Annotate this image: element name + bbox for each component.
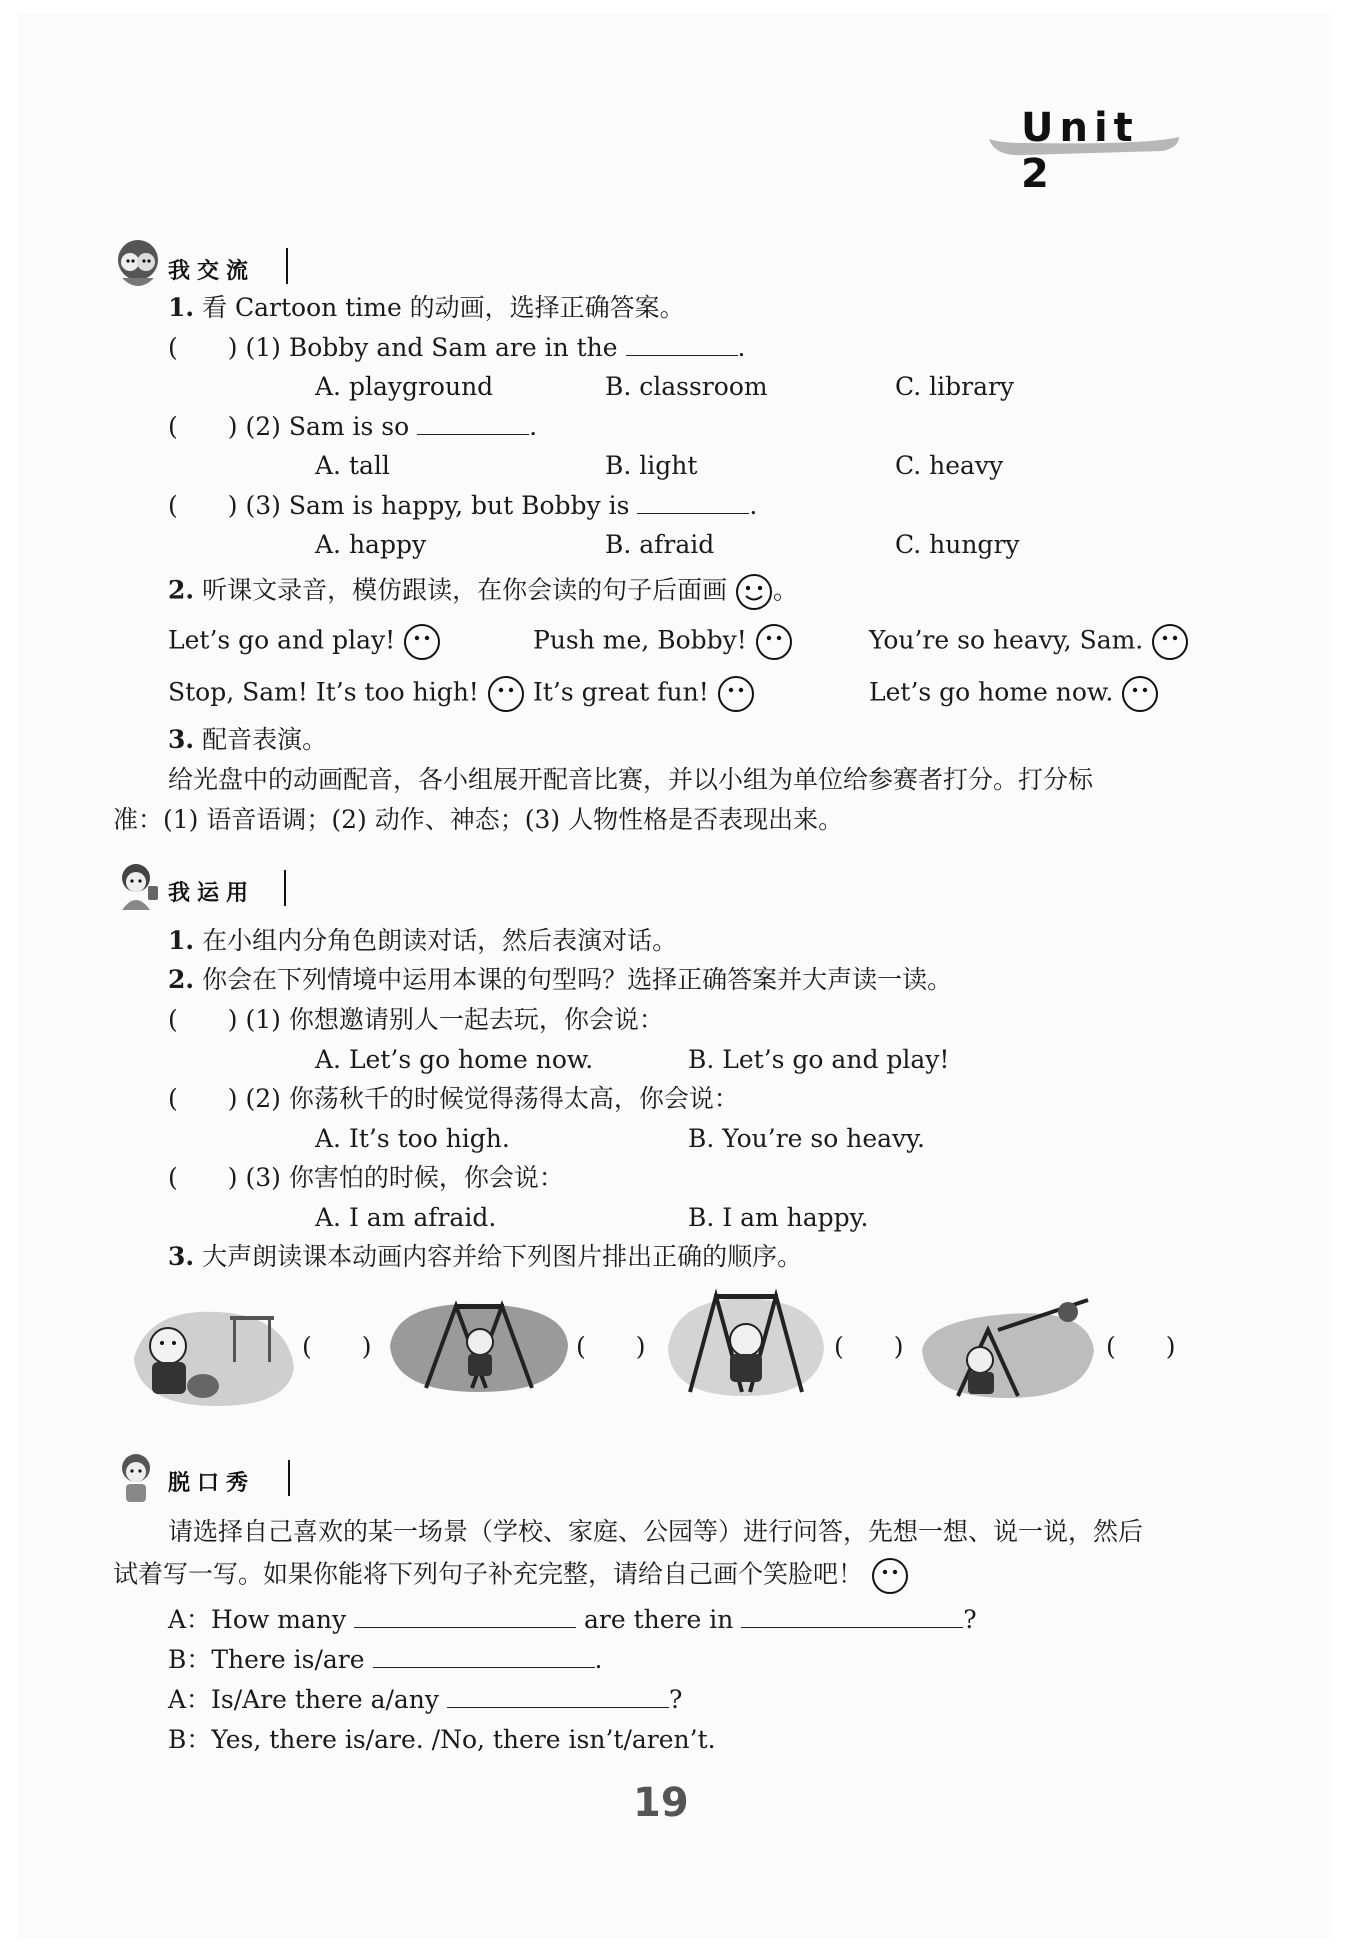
read-sentence-6 — [869, 675, 1159, 713]
sentence-text: Push me, Bobby! — [533, 625, 747, 655]
talk-q1-item-3 — [168, 489, 757, 523]
talk-q1-item-1 — [168, 331, 745, 365]
use-q2 — [168, 963, 952, 997]
answer-blank[interactable] — [373, 1645, 595, 1668]
item-number: (3) — [245, 1163, 281, 1192]
answer-blank[interactable] — [447, 1685, 669, 1708]
answer-paren[interactable]: ( ) — [168, 491, 238, 520]
option-a: A. happy — [315, 530, 427, 559]
question-number: 3. — [168, 1242, 195, 1271]
answer-paren[interactable]: ( ) — [168, 1163, 238, 1192]
section-header-show — [112, 1458, 312, 1510]
talk-q1-title — [168, 291, 685, 325]
item-stem: Sam is happy, but Bobby is — [288, 491, 630, 520]
option-a: A. Let’s go home now. — [315, 1045, 594, 1074]
option-b: B. afraid — [605, 530, 715, 559]
option-b: B. classroom — [605, 372, 768, 401]
sentence-text: Stop, Sam! It’s too high! — [168, 677, 479, 707]
show-line-4: B：Yes, there is/are. /No, there isn’t/aren’t. — [168, 1725, 716, 1754]
cartoon-picture-2 — [386, 1296, 572, 1396]
answer-blank[interactable] — [741, 1605, 963, 1628]
section-title-divider — [286, 248, 288, 284]
option-a: A. It’s too high. — [315, 1124, 510, 1153]
order-paren-2[interactable]: ( ) — [576, 1332, 646, 1361]
use-q2-item-3 — [168, 1161, 564, 1195]
paragraph-text: 试着写一写。如果你能将下列句子补充完整，请给自己画个笑脸吧！ — [113, 1559, 864, 1589]
read-sentence-2 — [533, 623, 793, 661]
talk-q3-paragraph-line-1: 给光盘中的动画配音，各小组展开配音比赛，并以小组为单位给参赛者打分。打分标 — [168, 765, 1094, 794]
dialog-end: ? — [668, 1685, 683, 1714]
answer-blank[interactable] — [354, 1605, 576, 1628]
smiley-face-icon[interactable] — [755, 623, 793, 661]
item-stem: 你害怕的时候，你会说： — [288, 1163, 564, 1192]
read-sentence-3 — [869, 623, 1189, 661]
question-text: 配音表演。 — [202, 725, 328, 754]
cartoon-picture-4 — [918, 1290, 1100, 1402]
smiley-face-icon — [871, 1557, 909, 1595]
section-title-talk: 我交流 — [168, 259, 256, 284]
question-number: 1. — [168, 293, 195, 322]
order-paren-4[interactable]: ( ) — [1106, 1332, 1176, 1361]
answer-paren[interactable]: ( ) — [168, 412, 238, 441]
item-stem: 你想邀请别人一起去玩，你会说： — [288, 1005, 664, 1034]
question-number: 2. — [168, 965, 195, 994]
option-a: A. playground — [315, 372, 494, 401]
page-number: 19 — [633, 1780, 689, 1826]
talk-q3-paragraph-line-2: 准：(1) 语音语调；(2) 动作、神态；(3) 人物性格是否表现出来。 — [113, 805, 844, 834]
item-number: (1) — [245, 1005, 281, 1034]
question-text: 听课文录音，模仿跟读，在你会读的句子后面画 — [202, 575, 728, 605]
dialog-text: B：There is/are — [168, 1645, 365, 1674]
question-text: 在小组内分角色朗读对话，然后表演对话。 — [202, 926, 678, 955]
answer-paren[interactable]: ( ) — [168, 333, 238, 362]
item-number: (2) — [245, 412, 281, 441]
girl-mascot-icon — [112, 860, 164, 916]
dialog-end: ? — [963, 1605, 977, 1634]
cartoon-picture-1 — [128, 1298, 298, 1410]
section-title-use: 我运用 — [168, 881, 256, 906]
smiley-face-icon[interactable] — [1151, 623, 1189, 661]
kids-mascot-icon — [112, 238, 164, 294]
use-q1 — [168, 924, 677, 958]
smiley-face-icon[interactable] — [1121, 675, 1159, 713]
sentence-text: Let’s go and play! — [168, 625, 396, 655]
answer-blank[interactable] — [626, 333, 738, 356]
option-b: B. light — [605, 451, 698, 480]
option-c: C. heavy — [895, 451, 1004, 480]
answer-paren[interactable]: ( ) — [168, 1084, 238, 1113]
answer-blank[interactable] — [417, 412, 529, 435]
option-c: C. library — [895, 372, 1015, 401]
show-line-1 — [168, 1603, 977, 1637]
dialog-text: A：How many — [168, 1605, 347, 1634]
show-line-2 — [168, 1643, 602, 1677]
option-b: B. I am happy. — [688, 1203, 869, 1232]
item-number: (3) — [245, 491, 281, 520]
item-stem: 你荡秋千的时候觉得荡得太高，你会说： — [288, 1084, 739, 1113]
question-text: 你会在下列情境中运用本课的句型吗？选择正确答案并大声读一读。 — [202, 965, 953, 994]
item-end: . — [529, 412, 538, 441]
talk-q3-title — [168, 723, 327, 757]
item-end: . — [737, 333, 746, 362]
dialog-end: . — [594, 1645, 603, 1674]
section-title-show: 脱口秀 — [168, 1471, 256, 1496]
question-number: 1. — [168, 926, 195, 955]
order-paren-1[interactable]: ( ) — [302, 1332, 372, 1361]
use-q2-item-1 — [168, 1003, 664, 1037]
question-text: 大声朗读课本动画内容并给下列图片排出正确的顺序。 — [202, 1242, 803, 1271]
section-header-use — [112, 868, 312, 920]
talking-kid-mascot-icon — [112, 1450, 164, 1506]
option-b: B. You’re so heavy. — [688, 1124, 925, 1153]
item-number: (2) — [245, 1084, 281, 1113]
option-a: A. I am afraid. — [315, 1203, 497, 1232]
talk-q2-title — [168, 573, 798, 611]
question-text-end: 。 — [773, 575, 799, 605]
dialog-text: are there in — [584, 1605, 734, 1634]
unit-badge — [985, 103, 1185, 197]
item-stem: Bobby and Sam are in the — [288, 333, 618, 362]
item-stem: Sam is so — [288, 412, 410, 441]
smiley-face-icon — [735, 573, 773, 611]
answer-blank[interactable] — [637, 491, 749, 514]
sentence-text: Let’s go home now. — [869, 677, 1114, 707]
question-number: 2. — [168, 575, 195, 605]
read-sentence-1 — [168, 623, 441, 661]
show-paragraph-line-2 — [113, 1557, 909, 1595]
show-paragraph-line-1: 请选择自己喜欢的某一场景（学校、家庭、公园等）进行问答，先想一想、说一说，然后 — [168, 1517, 1144, 1546]
unit-label: Unit 2 — [1021, 105, 1139, 197]
answer-paren[interactable]: ( ) — [168, 1005, 238, 1034]
sentence-text: It’s great fun! — [533, 677, 709, 707]
item-end: . — [749, 491, 758, 520]
order-paren-3[interactable]: ( ) — [834, 1332, 904, 1361]
read-sentence-4 — [168, 675, 525, 713]
question-number: 3. — [168, 725, 195, 754]
option-a: A. tall — [315, 451, 390, 480]
smiley-face-icon[interactable] — [717, 675, 755, 713]
section-title-divider — [284, 870, 286, 906]
dialog-text: A：Is/Are there a/any — [168, 1685, 440, 1714]
option-b: B. Let’s go and play! — [688, 1045, 950, 1074]
use-q3 — [168, 1240, 802, 1274]
use-q2-item-2 — [168, 1082, 739, 1116]
section-title-divider — [288, 1460, 290, 1496]
smiley-face-icon[interactable] — [403, 623, 441, 661]
question-text: 看 Cartoon time 的动画，选择正确答案。 — [202, 293, 685, 322]
show-line-3 — [168, 1683, 682, 1717]
cartoon-picture-3 — [660, 1288, 828, 1400]
option-c: C. hungry — [895, 530, 1020, 559]
talk-q1-item-2 — [168, 410, 537, 444]
sentence-text: You’re so heavy, Sam. — [869, 625, 1144, 655]
item-number: (1) — [245, 333, 281, 362]
smiley-face-icon[interactable] — [487, 675, 525, 713]
read-sentence-5 — [533, 675, 755, 713]
